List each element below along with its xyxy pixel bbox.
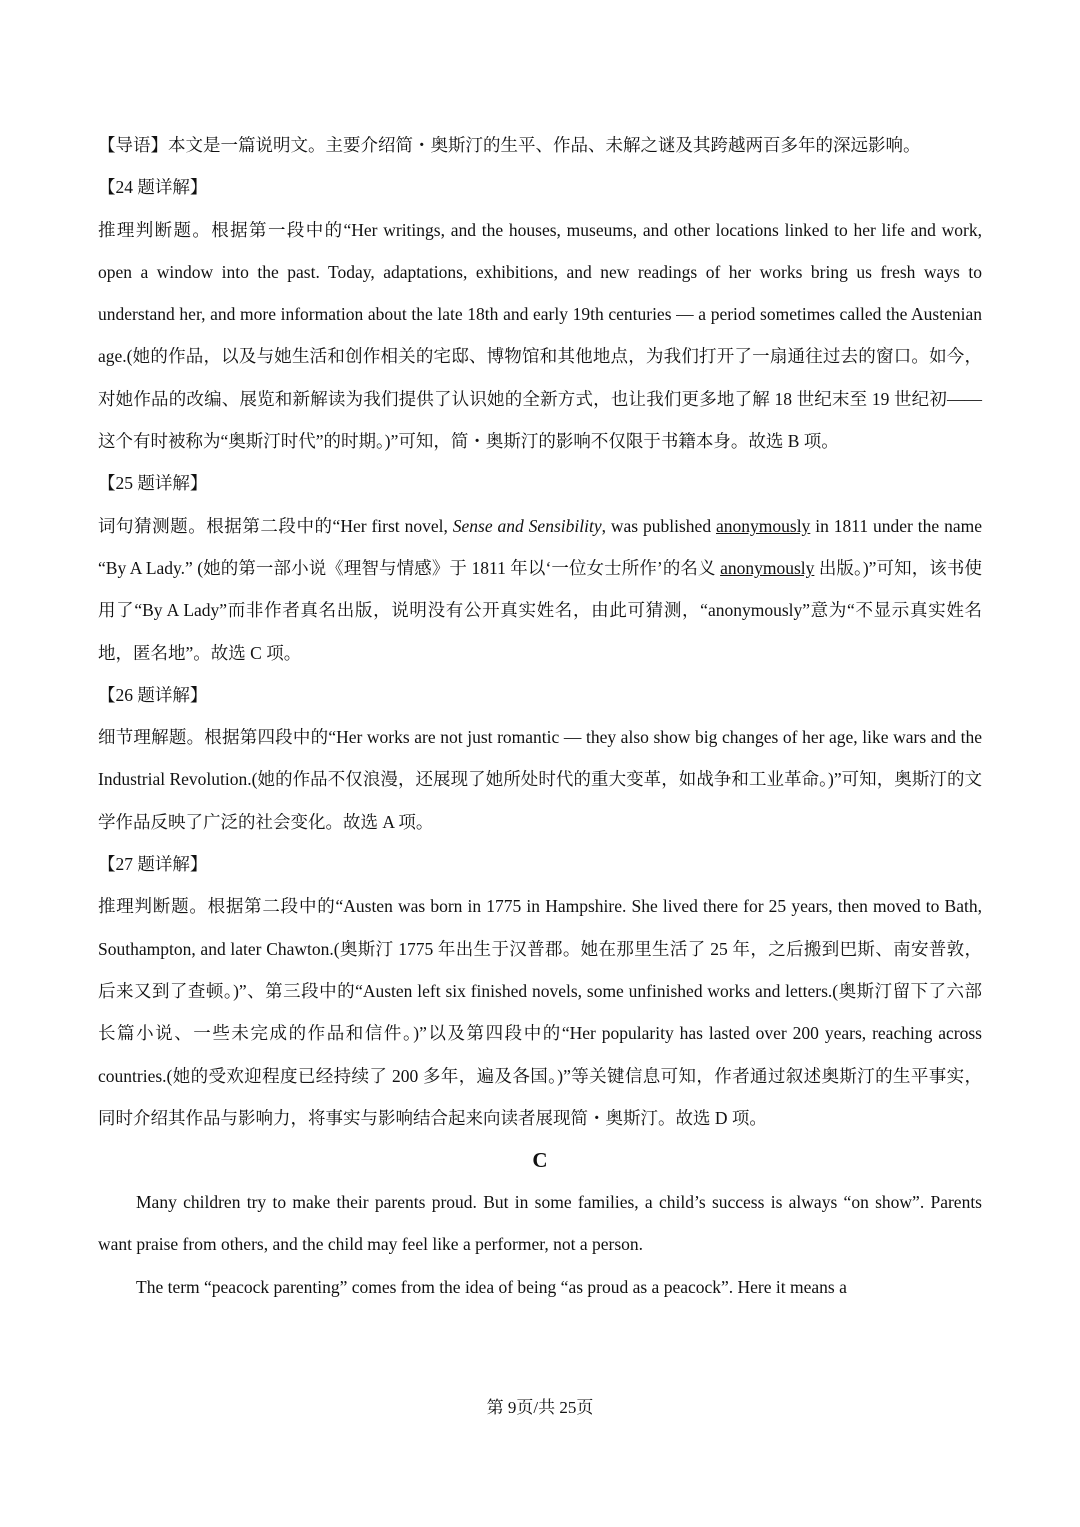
q24-explanation: 推理判断题。根据第一段中的“Her writings, and the houses, museums, and other locations linked to her life and work, open a window into the past. Today, adaptations, exhibitions, and new readings of her works bring us fresh ways to understand her, and more information about the late 18th and early 19th centuries — a period sometimes called the Austenian age.(她的作品，以及与她生活和创作相关的宅邸、博物馆和其他地点，为我们打开了一扇通往过去的窗口。如今，对她作品的改编、展览和新解读为我们提供了认识她的全新方式，也让我们更多地了解 18 世纪末至 19 世纪初——这个有时被称为“奥斯汀时代”的时期。)”可知，简・奥斯汀的影响不仅限于书籍本身。故选 B 项。 (98, 219, 982, 452)
book-title: Sense and Sensibility (452, 515, 602, 536)
section-c-paragraph-1: Many children try to make their parents proud. But in some families, a child’s success is always “on show”. Parents want praise from others, and the child may feel like a performer, not a person. (98, 1192, 982, 1255)
q26-explanation: 细节理解题。根据第四段中的“Her works are not just romantic — they also show big changes of her age, like wars and the Industrial Revolution.(她的作品不仅浪漫，还展现了她所处时代的重大变革，如战争和工业革命。)”可知，奥斯汀的文学作品反映了广泛的社会变化。故选 A 项。 (98, 727, 982, 832)
q25-text-2: , was published (601, 515, 716, 536)
q25-explanation (98, 505, 982, 674)
page-number-footer: 第 9页/共 25页 (486, 1398, 594, 1417)
q25-text-3: in 1811 under the name “By A Lady.” (她的第一部小说《理智与情感》于 1811 年以‘一位女士所作’的名义 (98, 515, 982, 578)
underlined-word: anonymously (720, 557, 815, 578)
intro-paragraph: 【导语】本文是一篇说明文。主要介绍简・奥斯汀的生平、作品、未解之谜及其跨越两百多年的深远影响。 (98, 135, 921, 155)
section-c-paragraph-2: The term “peacock parenting” comes from the idea of being “as proud as a peacock”. Here it means a (136, 1276, 847, 1297)
underlined-word: anonymously (716, 515, 811, 536)
q25-text-1: 词句猜测题。根据第二段中的“Her first novel, (98, 515, 453, 536)
q25-text-4: 出版。)”可知，该书使用了“By A Lady”而非作者真名出版，说明没有公开真实姓名，由此可猜测，“anonymously”意为“不显示真实姓名地，匿名地”。故选 C 项。 (98, 557, 982, 663)
q26-heading: 【26 题详解】 (98, 684, 208, 705)
page-content (98, 124, 982, 1308)
q27-explanation: 推理判断题。根据第二段中的“Austen was born in 1775 in Hampshire. She lived there for 25 years, then moved to Bath, Southampton, and later Chawton.(奥斯汀 1775 年出生于汉普郡。她在那里生活了 25 年，之后搬到巴斯、南安普敦，后来又到了查顿。)”、第三段中的“Austen left six finished novels, some unfinished works and letters.(奥斯汀留下了六部长篇小说、一些未完成的作品和信件。)”以及第四段中的“Her popularity has lasted over 200 years, reaching across countries.(她的受欢迎程度已经持续了 200 多年，遍及各国。)”等关键信息可知，作者通过叙述奥斯汀的生平事实，同时介绍其作品与影响力，将事实与影响结合起来向读者展现简・奥斯汀。故选 D 项。 (98, 896, 982, 1128)
q25-heading: 【25 题详解】 (98, 473, 208, 494)
q24-heading: 【24 题详解】 (98, 177, 208, 198)
q27-heading: 【27 题详解】 (98, 854, 208, 875)
section-c-title: C (532, 1148, 548, 1173)
